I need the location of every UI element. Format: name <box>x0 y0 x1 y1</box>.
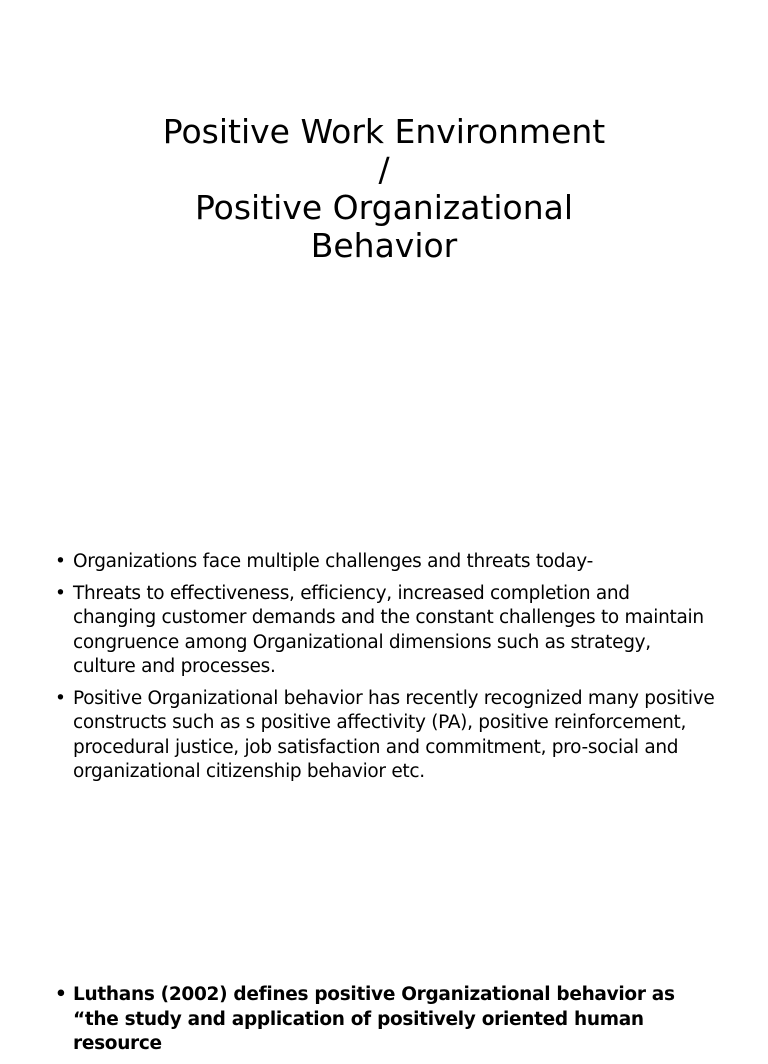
slide-title <box>0 113 768 265</box>
bullet-item <box>55 550 715 575</box>
bullet-text: Positive Organizational behavior has recently recognized many positive constructs such as s positive affectivity (PA), positive reinforcement, procedural justice, job satisfaction and commitment, pro-social and organizational citizenship behavior etc. <box>73 687 715 782</box>
bullet-list <box>55 550 715 792</box>
title-line: Positive Organizational <box>194 188 574 227</box>
bullet-text: Luthans (2002) defines positive Organizational behavior as “the study and application of positively oriented human resource <box>73 984 675 1054</box>
bullet-text: Organizations face multiple challenges and threats today- <box>73 551 593 572</box>
bullet-dot-icon: • <box>55 687 66 709</box>
bullet-dot-icon: • <box>55 582 66 604</box>
title-line: Positive Work Environment <box>162 112 606 151</box>
bullet-text: Threats to effectiveness, efficiency, increased completion and changing customer demands and the constant challenges to maintain congruence among Organizational dimensions such as strategy, culture and processes. <box>73 582 704 677</box>
bullet-dot-icon: • <box>55 551 66 572</box>
bullet-dot-icon: • <box>55 984 67 1005</box>
title-line: / <box>378 150 390 189</box>
bullet-item <box>55 983 715 1057</box>
title-line: Behavior <box>310 226 458 265</box>
bullet-item <box>55 687 715 785</box>
bullet-list-bold <box>55 983 715 1064</box>
bullet-item <box>55 582 715 680</box>
